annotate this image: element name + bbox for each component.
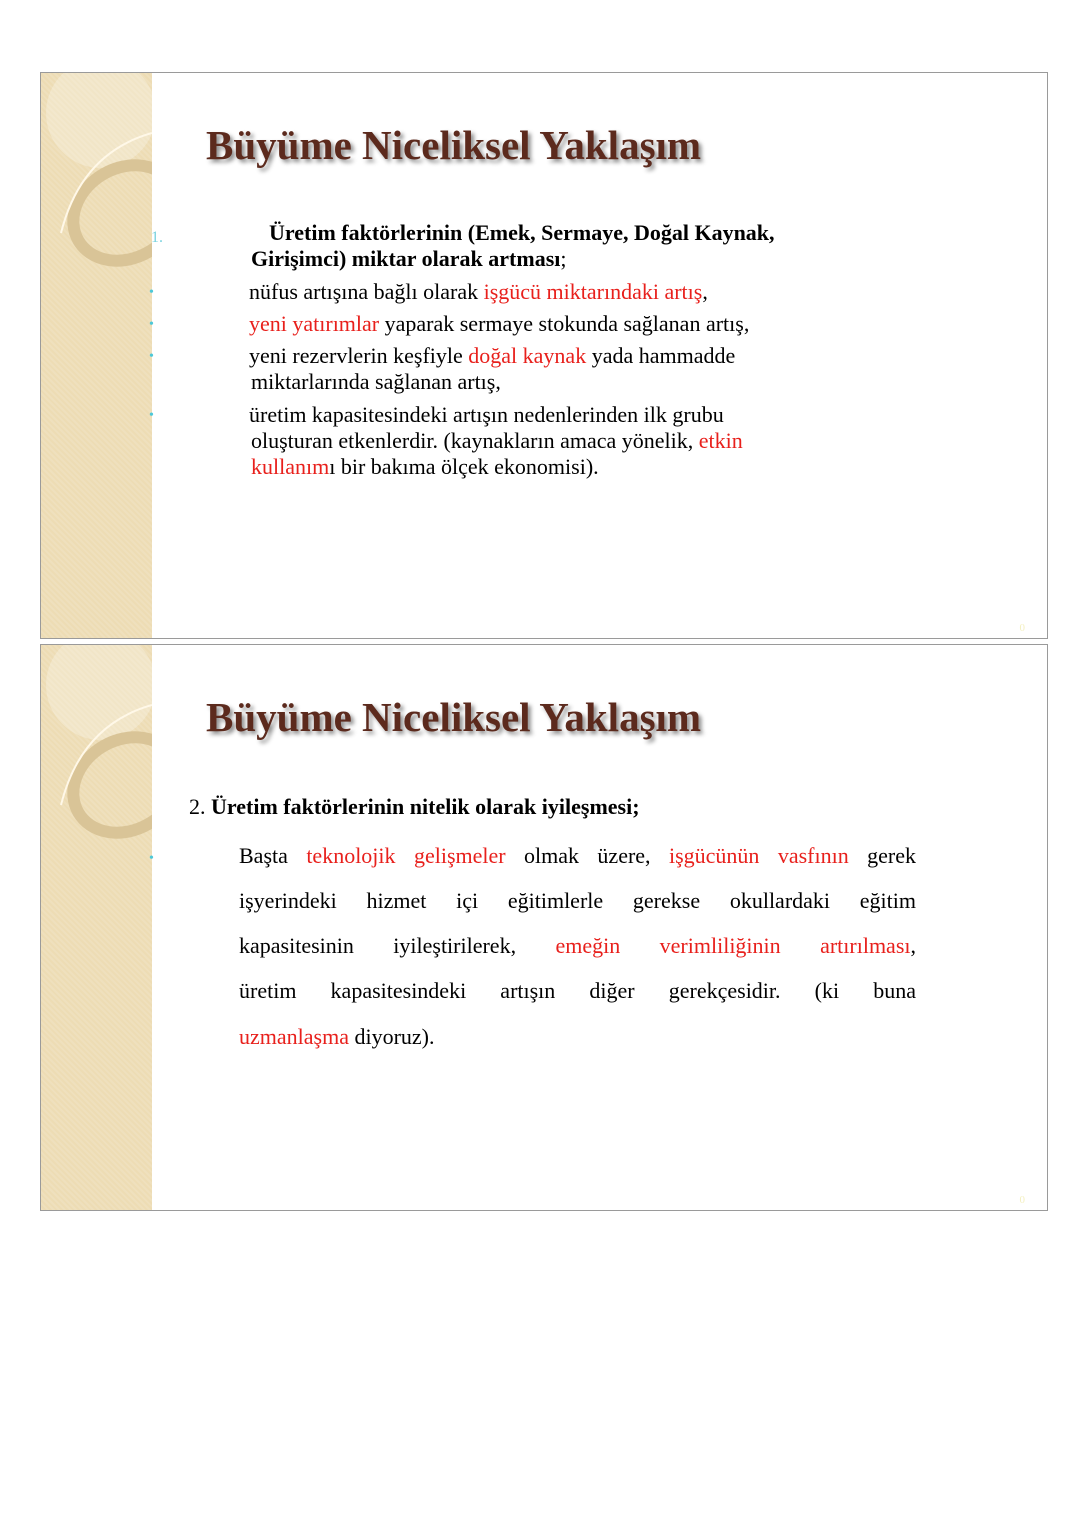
- bullet-4-cont: [251, 428, 743, 454]
- text: ,: [702, 279, 708, 304]
- list-number: 2.: [189, 794, 211, 819]
- text: oluşturan etkenlerdir. (kaynakların amaca yönelik,: [251, 428, 699, 453]
- heading-text: Üretim faktörlerinin nitelik olarak iyileşmesi;: [211, 794, 640, 819]
- bullet-1: [249, 279, 708, 305]
- decorative-sidebar: [41, 645, 152, 1210]
- bullet-3-cont: miktarlarında sağlanan artış,: [251, 369, 501, 394]
- bullet-3: [249, 343, 735, 369]
- decorative-sidebar: [41, 73, 152, 638]
- bullet-2: [249, 311, 749, 337]
- heading: [189, 794, 640, 820]
- bullet-icon: •: [149, 408, 154, 423]
- bullet-icon: •: [149, 349, 154, 364]
- text: yada hammadde: [586, 343, 736, 368]
- highlight: uzmanlaşma: [239, 1024, 349, 1049]
- highlight: kullanım: [251, 454, 330, 479]
- text: ,: [910, 933, 916, 958]
- bullet-icon: •: [149, 851, 154, 866]
- slide-2: [40, 644, 1048, 1211]
- highlight: etkin: [698, 428, 743, 453]
- para-line-1: [239, 843, 916, 869]
- bullet-4-cont2: [251, 454, 599, 480]
- text: diyoruz).: [348, 1024, 435, 1049]
- highlight: teknolojik gelişmeler: [306, 843, 506, 868]
- text: gerek: [848, 843, 916, 868]
- text: yaparak sermaye stokunda sağlanan artış,: [379, 311, 750, 336]
- bullet-icon: •: [149, 285, 154, 300]
- ring-ornament-icon: [41, 645, 152, 1210]
- highlight: emeğin verimliliğinin artırılması: [555, 933, 911, 958]
- bullet-4: üretim kapasitesindeki artışın nedenlerinden ilk grubu: [249, 402, 724, 427]
- text: olmak üzere,: [505, 843, 669, 868]
- slide-1: [40, 72, 1048, 639]
- text: nüfus artışına bağlı olarak: [249, 279, 484, 304]
- para-line-3: [239, 933, 916, 959]
- page-number: 0: [1019, 622, 1025, 634]
- heading-line-1: Üretim faktörlerinin (Emek, Sermaye, Doğal Kaynak,: [269, 220, 775, 245]
- slide-title: Büyüme Niceliksel Yaklaşım: [206, 122, 702, 168]
- text: kapasitesinin iyileştirilerek,: [239, 933, 556, 958]
- para-line-5: [239, 1024, 435, 1050]
- slide-title: Büyüme Niceliksel Yaklaşım: [206, 694, 702, 740]
- highlight: işgücü miktarındaki artış: [483, 279, 703, 304]
- bullet-icon: •: [149, 317, 154, 332]
- page-number: 0: [1019, 1194, 1025, 1206]
- ring-ornament-icon: [41, 73, 152, 638]
- heading-end: ;: [560, 246, 567, 271]
- para-line-4: üretim kapasitesindeki artışın diğer gerekçesidir. (ki buna: [239, 978, 916, 1003]
- text: Başta: [239, 843, 307, 868]
- heading-line-2: [251, 246, 567, 272]
- highlight: yeni yatırımlar: [249, 311, 380, 336]
- list-number: 1.: [151, 229, 163, 246]
- highlight: işgücünün vasfının: [668, 843, 849, 868]
- para-line-2: işyerindeki hizmet içi eğitimlerle gerekse okullardaki eğitim: [239, 888, 916, 913]
- highlight: doğal kaynak: [468, 343, 587, 368]
- text: yeni rezervlerin keşfiyle: [249, 343, 469, 368]
- heading-text: Girişimci) miktar olarak artması: [251, 246, 561, 271]
- text: ı bir bakıma ölçek ekonomisi).: [329, 454, 599, 479]
